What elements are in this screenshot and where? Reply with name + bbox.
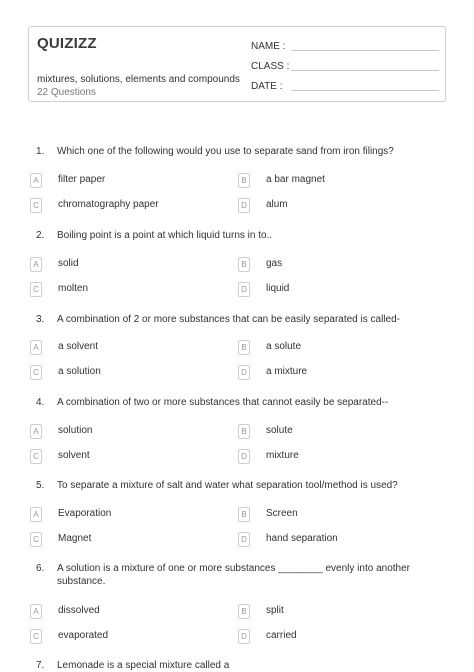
option-text: evaporated [58,630,109,641]
option-text: a solution [58,366,101,377]
question-number: 2. [36,230,45,241]
question-number: 4. [36,397,45,408]
option-letter: B [238,424,250,439]
option-text: solid [58,258,79,269]
option-letter: D [238,629,250,644]
class-field[interactable] [251,61,439,72]
name-field[interactable] [251,41,439,52]
option-letter: D [238,198,250,213]
option-text: carried [266,630,297,641]
option-letter: A [30,424,42,439]
question-text: A combination of 2 or more substances that can be easily separated is called- [57,314,400,325]
question-number: 1. [36,146,45,157]
question-text: A solution is a mixture of one or more substances ________ evenly into another substance. [57,563,410,587]
option-letter: A [30,340,42,355]
option-letter: B [238,507,250,522]
option-letter: D [238,449,250,464]
question-number: 7. [36,660,45,671]
question-text: Which one of the following would you use to separate sand from iron filings? [57,146,394,157]
option-letter: C [30,449,42,464]
question-number: 3. [36,314,45,325]
option-text: alum [266,199,288,210]
option-text: a solute [266,341,302,352]
worksheet-title: mixtures, solutions, elements and compounds [37,74,240,85]
option-text: Magnet [58,533,92,544]
option-letter: C [30,532,42,547]
option-letter: C [30,282,42,297]
option-text: molten [58,283,89,294]
option-text: split [266,605,284,616]
option-letter: D [238,282,250,297]
option-text: Screen [266,508,298,519]
option-text: gas [266,258,283,269]
option-letter: A [30,173,42,188]
option-text: a solvent [58,341,99,352]
option-letter: B [238,257,250,272]
option-letter: C [30,365,42,380]
option-text: a mixture [266,366,308,377]
option-text: solvent [58,450,90,461]
question-number: 6. [36,563,45,574]
question-number: 5. [36,480,45,491]
option-text: filter paper [58,174,106,185]
option-letter: D [238,532,250,547]
date-label: DATE : [251,81,283,92]
question-count: 22 Questions [37,87,96,98]
option-text: mixture [266,450,299,461]
question-text: To separate a mixture of salt and water what separation tool/method is used? [57,480,398,491]
option-text: a bar magnet [266,174,325,185]
option-text: solution [58,425,93,436]
date-field[interactable] [251,81,439,92]
class-label: CLASS : [251,61,290,72]
question-text: Lemonade is a special mixture called a [57,660,230,671]
option-letter: B [238,173,250,188]
question-text: A combination of two or more substances that cannot easily be separated-- [57,397,389,408]
option-letter: B [238,340,250,355]
date-line [291,90,439,91]
option-text: solute [266,425,293,436]
quizizz-logo: QUIZIZZ [37,35,97,52]
worksheet-header [28,26,446,102]
option-letter: C [30,198,42,213]
option-text: dissolved [58,605,100,616]
name-line [291,50,439,51]
option-letter: D [238,365,250,380]
question-text: Boiling point is a point at which liquid turns in to.. [57,230,273,241]
option-text: hand separation [266,533,338,544]
option-letter: B [238,604,250,619]
option-letter: C [30,629,42,644]
option-text: Evaporation [58,508,112,519]
class-line [291,70,439,71]
option-letter: A [30,604,42,619]
option-text: chromatography paper [58,199,159,210]
option-letter: A [30,507,42,522]
option-letter: A [30,257,42,272]
name-label: NAME : [251,41,286,52]
option-text: liquid [266,283,290,294]
